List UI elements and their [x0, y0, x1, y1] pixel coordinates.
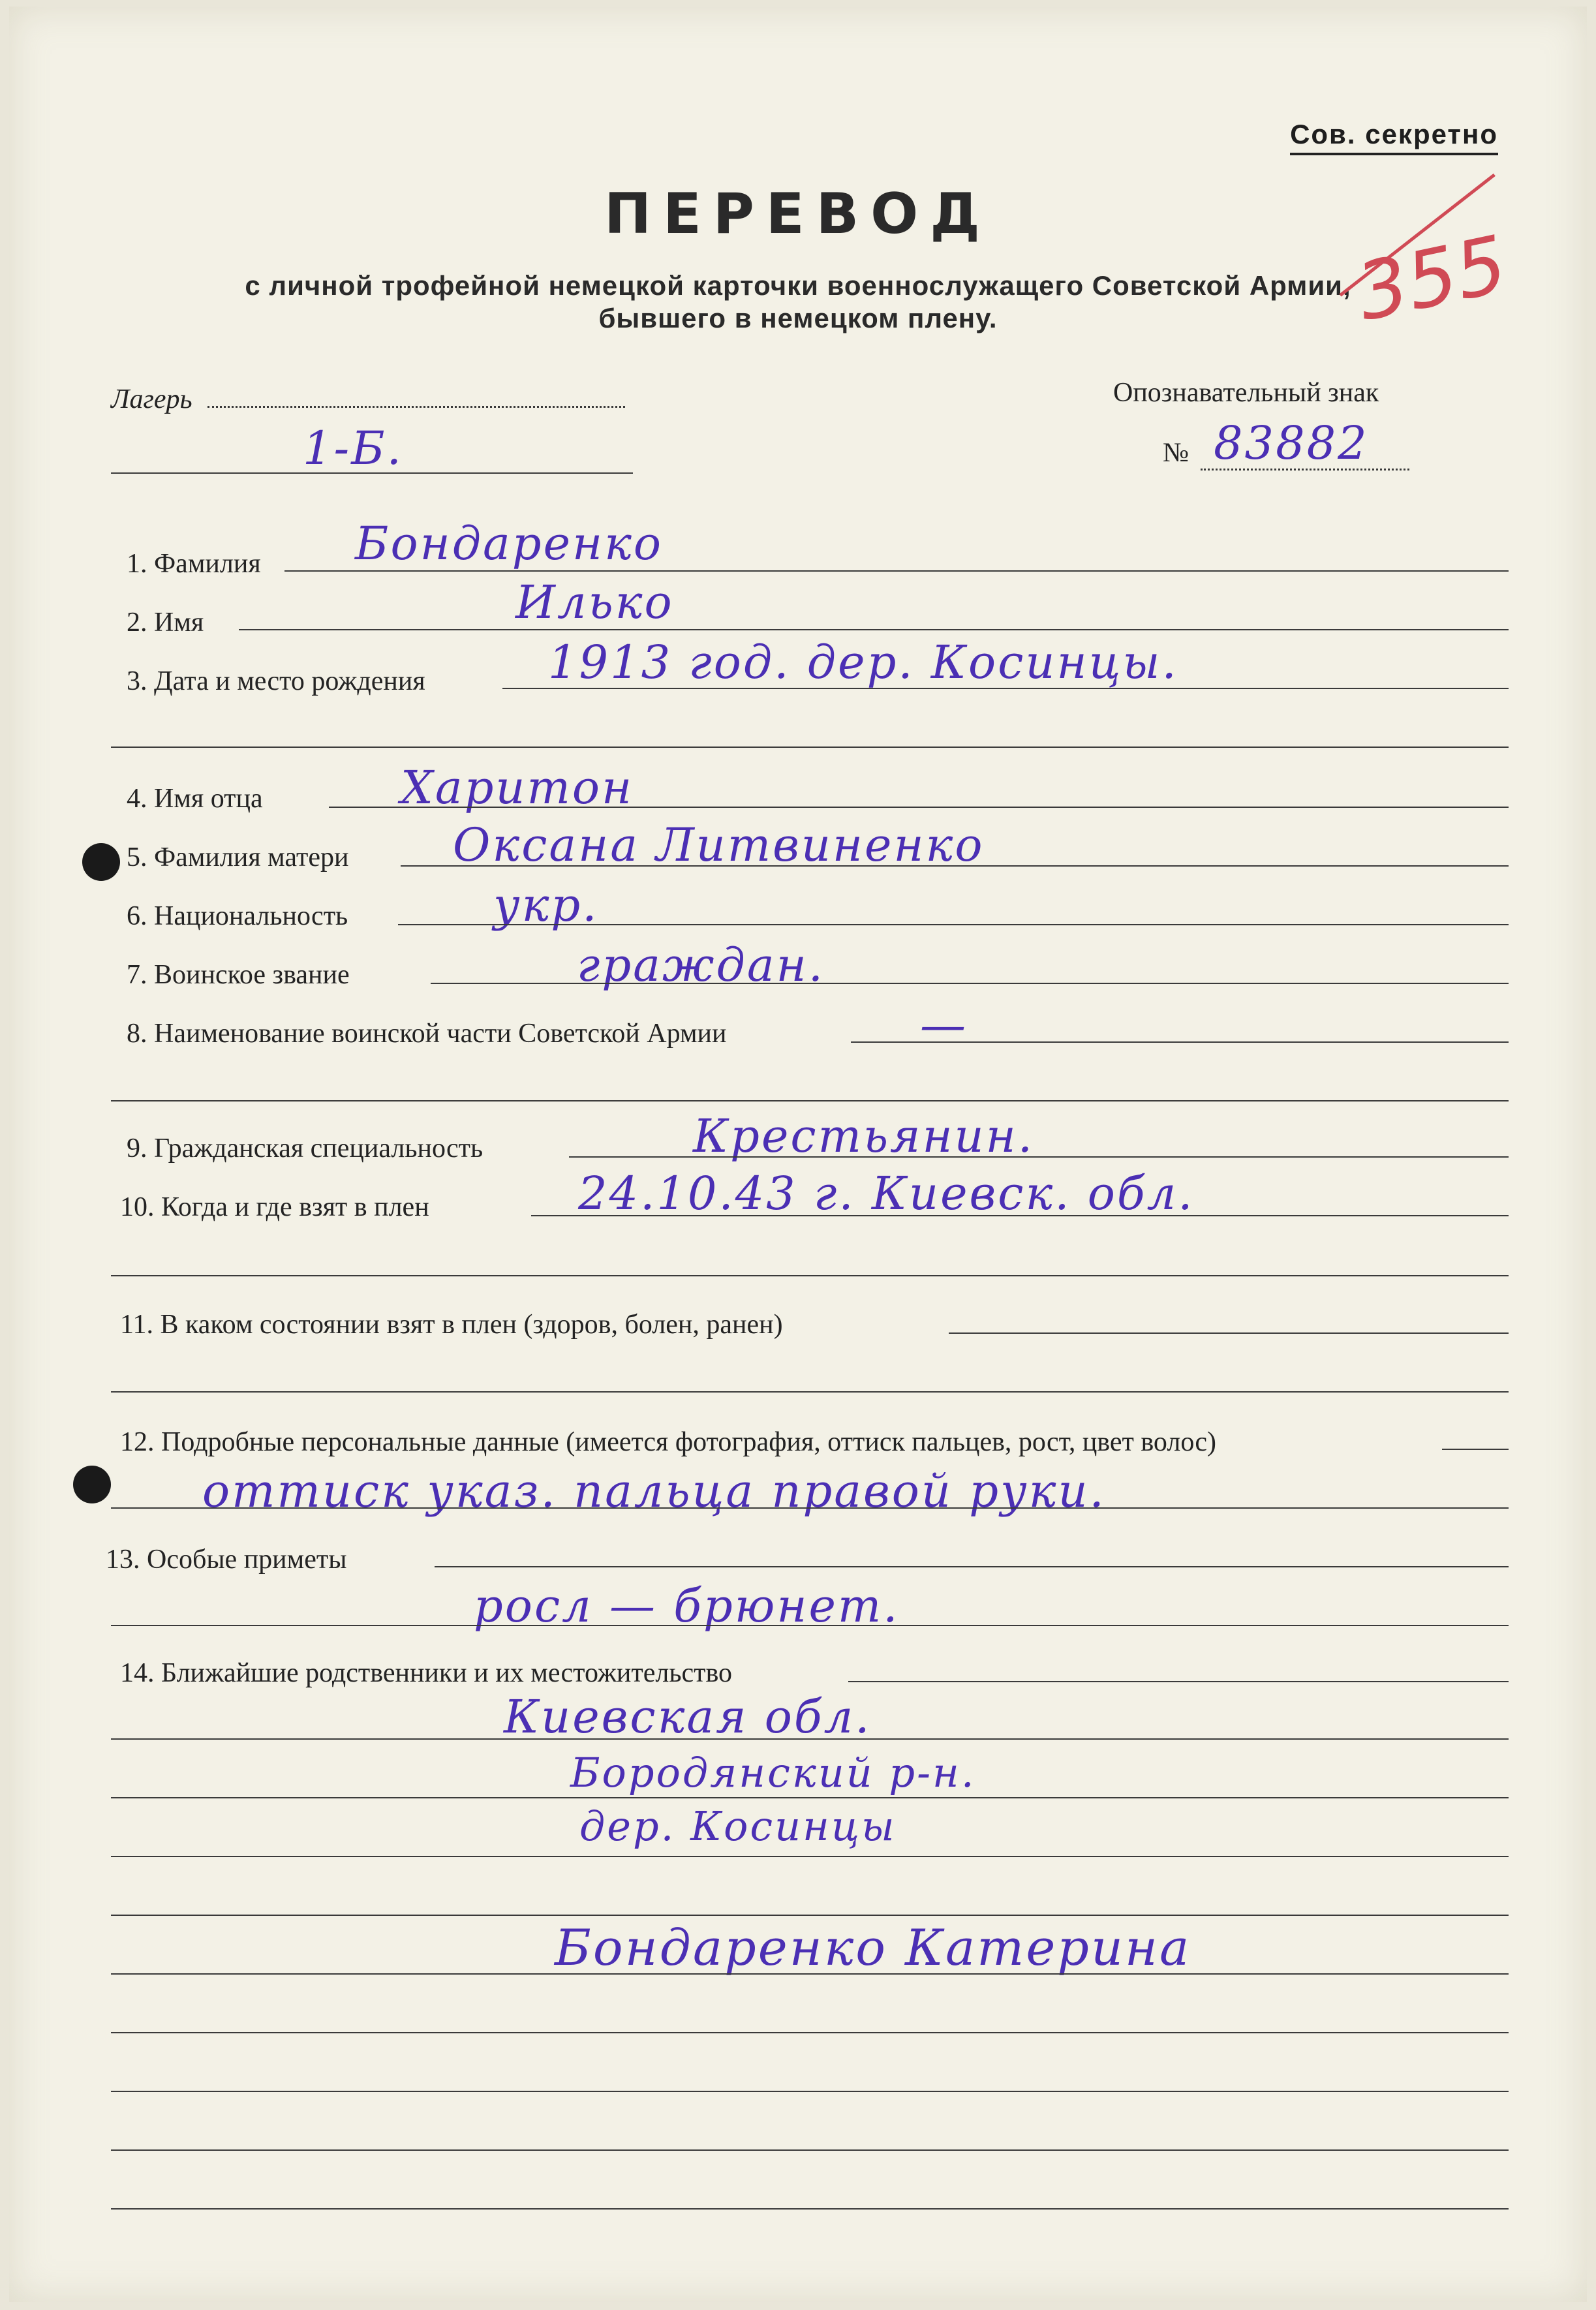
field-3-line-2	[111, 747, 1509, 748]
field-14-line-3	[111, 1797, 1509, 1798]
field-6-label: 6. Национальность	[127, 901, 348, 931]
field-1-line	[284, 570, 1509, 572]
field-8-value: —	[920, 998, 968, 1052]
field-12-value: оттиск указ. пальца правой руки.	[202, 1464, 1106, 1518]
field-14-value-line-4: Бондаренко Катерина	[555, 1918, 1191, 1977]
field-14-line-2	[111, 1738, 1509, 1740]
field-9-line	[569, 1156, 1509, 1158]
punch-hole-bottom	[73, 1466, 111, 1503]
field-3-value: 1913 год. дер. Косинцы.	[548, 636, 1178, 689]
field-14-line-9	[111, 2149, 1509, 2151]
camp-label: Лагерь	[111, 384, 192, 414]
field-14-label: 14. Ближайшие родственники и их местожительство	[120, 1658, 733, 1688]
camp-value-line	[111, 472, 633, 474]
field-14-line-6	[111, 1973, 1509, 1975]
field-6-value: укр.	[493, 878, 599, 932]
red-handwritten-number: 355	[1349, 219, 1514, 339]
id-tag-value: 83882	[1214, 416, 1369, 470]
field-14-value-line-3: дер. Косинцы	[579, 1802, 897, 1850]
id-tag-prefix: №	[1163, 438, 1189, 468]
subtitle-line-1: с личной трофейной немецкой карточки военнослужащего Советской Армии,	[245, 270, 1351, 301]
field-4-label: 4. Имя отца	[127, 784, 263, 814]
field-1-value: Бондаренко	[355, 517, 664, 570]
field-14-line-7	[111, 2032, 1509, 2033]
field-5-line	[401, 865, 1509, 867]
field-14-value-line-2: Бородянский р-н.	[570, 1749, 976, 1796]
subtitle-line-2: бывшего в немецком плену.	[598, 303, 998, 333]
field-2-value: Илько	[515, 576, 674, 629]
field-7-value: граждан.	[577, 938, 825, 992]
field-2-label: 2. Имя	[127, 608, 204, 638]
field-4-line	[329, 807, 1509, 808]
field-7-line	[431, 983, 1509, 984]
field-7-label: 7. Воинское звание	[127, 960, 350, 990]
field-5-label: 5. Фамилия матери	[127, 842, 349, 872]
field-5-value: Оксана Литвиненко	[453, 818, 985, 872]
field-8-label: 8. Наименование воинской части Советской Армии	[127, 1019, 727, 1049]
document-title: ПЕРЕВОД	[604, 181, 992, 247]
field-10-label: 10. Когда и где взят в плен	[120, 1192, 429, 1222]
camp-value: 1-Б.	[303, 422, 403, 475]
classification-stamp: Сов. секретно	[1290, 119, 1498, 155]
field-13-line-2	[111, 1625, 1509, 1626]
field-9-label: 9. Гражданская специальность	[127, 1133, 483, 1163]
field-10-value: 24.10.43 г. Киевск. обл.	[578, 1167, 1195, 1220]
field-11-line-2	[111, 1391, 1509, 1393]
field-13-value: росл — брюнет.	[474, 1579, 900, 1633]
field-8-line	[851, 1041, 1509, 1043]
field-14-line	[848, 1681, 1509, 1682]
field-3-label: 3. Дата и место рождения	[127, 666, 425, 696]
field-3-line	[502, 688, 1509, 689]
document-page	[9, 7, 1587, 2302]
field-12-line	[1442, 1449, 1509, 1450]
field-4-value: Харитон	[401, 761, 634, 814]
field-13-line	[435, 1566, 1509, 1567]
field-14-line-8	[111, 2091, 1509, 2092]
field-14-line-5	[111, 1915, 1509, 1916]
field-13-label: 13. Особые приметы	[106, 1545, 347, 1575]
field-12-label: 12. Подробные персональные данные (имеется фотография, оттиск пальцев, рост, цвет волос)	[120, 1427, 1216, 1457]
id-tag-label: Опознавательный знак	[1113, 378, 1379, 408]
field-10-line-2	[111, 1275, 1509, 1276]
camp-dotted-line	[207, 406, 625, 408]
id-tag-dotted-line	[1201, 469, 1409, 470]
field-6-line	[398, 924, 1509, 925]
field-12-line-2	[111, 1507, 1509, 1509]
field-2-line	[239, 629, 1509, 630]
punch-hole-top	[82, 843, 120, 881]
field-10-line	[531, 1215, 1509, 1216]
field-11-label: 11. В каком состоянии взят в плен (здоров, болен, ранен)	[120, 1310, 783, 1340]
field-14-line-4	[111, 1856, 1509, 1857]
field-14-line-10	[111, 2208, 1509, 2210]
field-11-line	[949, 1332, 1509, 1334]
field-1-label: 1. Фамилия	[127, 549, 261, 579]
field-8-line-2	[111, 1100, 1509, 1101]
field-14-value-line-1: Киевская обл.	[504, 1690, 872, 1744]
field-9-value: Крестьянин.	[693, 1109, 1034, 1163]
